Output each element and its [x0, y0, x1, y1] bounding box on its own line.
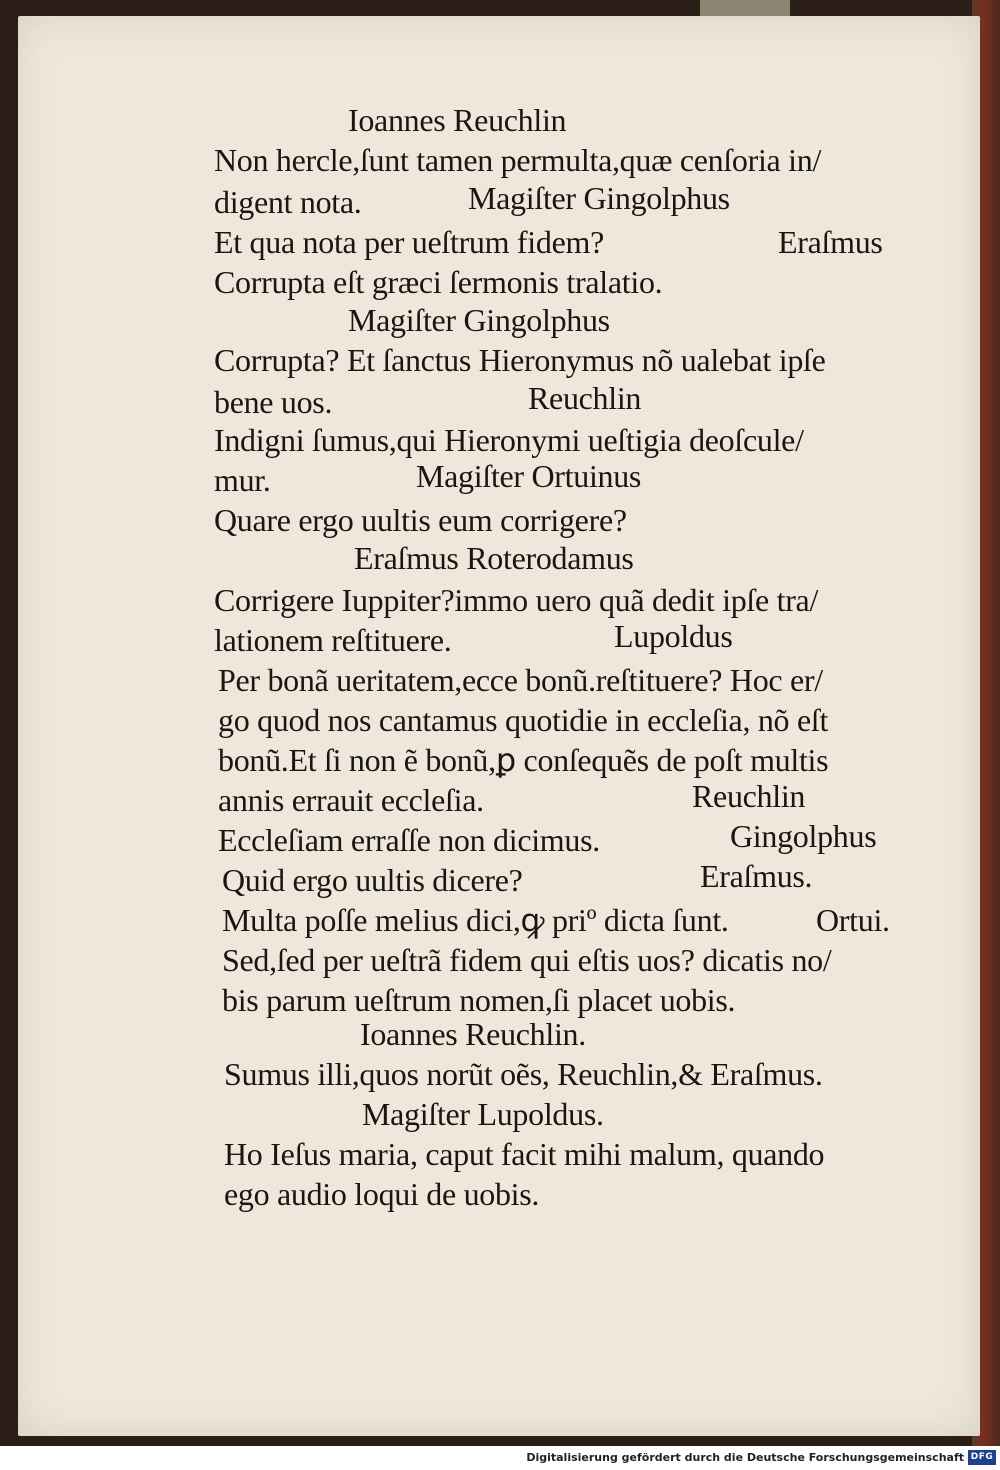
text-line: Reuchlin	[692, 778, 806, 814]
text-line: go quod nos cantamus quotidie in eccleſia, nõ eſt	[218, 702, 829, 738]
text-line: Et qua nota per ueſtrum fidem?	[214, 224, 604, 260]
text-line: Ioannes Reuchlin	[348, 102, 567, 138]
text-line: Lupoldus	[614, 618, 733, 654]
text-line: Magiſter Gingolphus	[468, 180, 730, 216]
text-line: Quare ergo uultis eum corrigere?	[214, 502, 627, 538]
text-line: Corrupta? Et ſanctus Hieronymus nõ ualebat ipſe	[214, 342, 826, 378]
text-line: annis errauit eccleſia.	[218, 782, 484, 818]
text-line: Multa poſſe melius dici,ꝙ priº dicta ſunt.	[222, 902, 729, 938]
text-line: Corrupta eſt græci ſermonis tralatio.	[214, 264, 663, 300]
text-line: Ioannes Reuchlin.	[360, 1016, 586, 1052]
funding-credit: Digitalisierung gefördert durch die Deutsche Forschungsgemeinschaft	[526, 1451, 964, 1464]
text-line: Gingolphus	[730, 818, 877, 854]
dfg-logo-icon: DFG	[968, 1450, 996, 1465]
text-line: Non hercle,ſunt tamen permulta,quæ cenſoria in/	[214, 142, 822, 178]
text-line: bonũ.Et ſi non ẽ bonũ,ꝑ conſequẽs de poſt multis	[218, 742, 829, 778]
text-line: Per bonã ueritatem,ecce bonũ.reſtituere? Hoc er/	[218, 662, 823, 698]
document-page	[18, 16, 980, 1436]
text-line: Magiſter Ortuinus	[416, 458, 642, 494]
text-line: Reuchlin	[528, 380, 642, 416]
text-line: ego audio loqui de uobis.	[224, 1176, 540, 1212]
footer-bar	[0, 1446, 1000, 1470]
text-line: Sumus illi,quos norũt oẽs, Reuchlin,& Eraſmus.	[224, 1056, 823, 1092]
text-line: Quid ergo uultis dicere?	[222, 862, 523, 898]
text-line: Indigni ſumus,qui Hieronymi ueſtigia deoſcule/	[214, 422, 804, 458]
text-line: bene uos.	[214, 384, 333, 420]
text-line: Ortui.	[816, 902, 890, 938]
text-line: Eraſmus Roterodamus	[354, 540, 634, 576]
text-line: mur.	[214, 462, 271, 498]
text-line: bis parum ueſtrum nomen,ſi placet uobis.	[222, 982, 736, 1018]
text-line: lationem reſtituere.	[214, 622, 452, 658]
text-line: Eraſmus.	[700, 858, 813, 894]
text-line: Ho Ieſus maria, caput facit mihi malum, quando	[224, 1136, 825, 1172]
text-line: Sed,ſed per ueſtrã fidem qui eſtis uos? dicatis no/	[222, 942, 832, 978]
text-line: Eraſmus	[778, 224, 883, 260]
text-line: Magiſter Lupoldus.	[362, 1096, 604, 1132]
text-line: Magiſter Gingolphus	[348, 302, 610, 338]
text-line: Corrigere Iuppiter?immo uero quã dedit ipſe tra/	[214, 582, 819, 618]
text-line: digent nota.	[214, 184, 362, 220]
text-line: Eccleſiam erraſſe non dicimus.	[218, 822, 600, 858]
